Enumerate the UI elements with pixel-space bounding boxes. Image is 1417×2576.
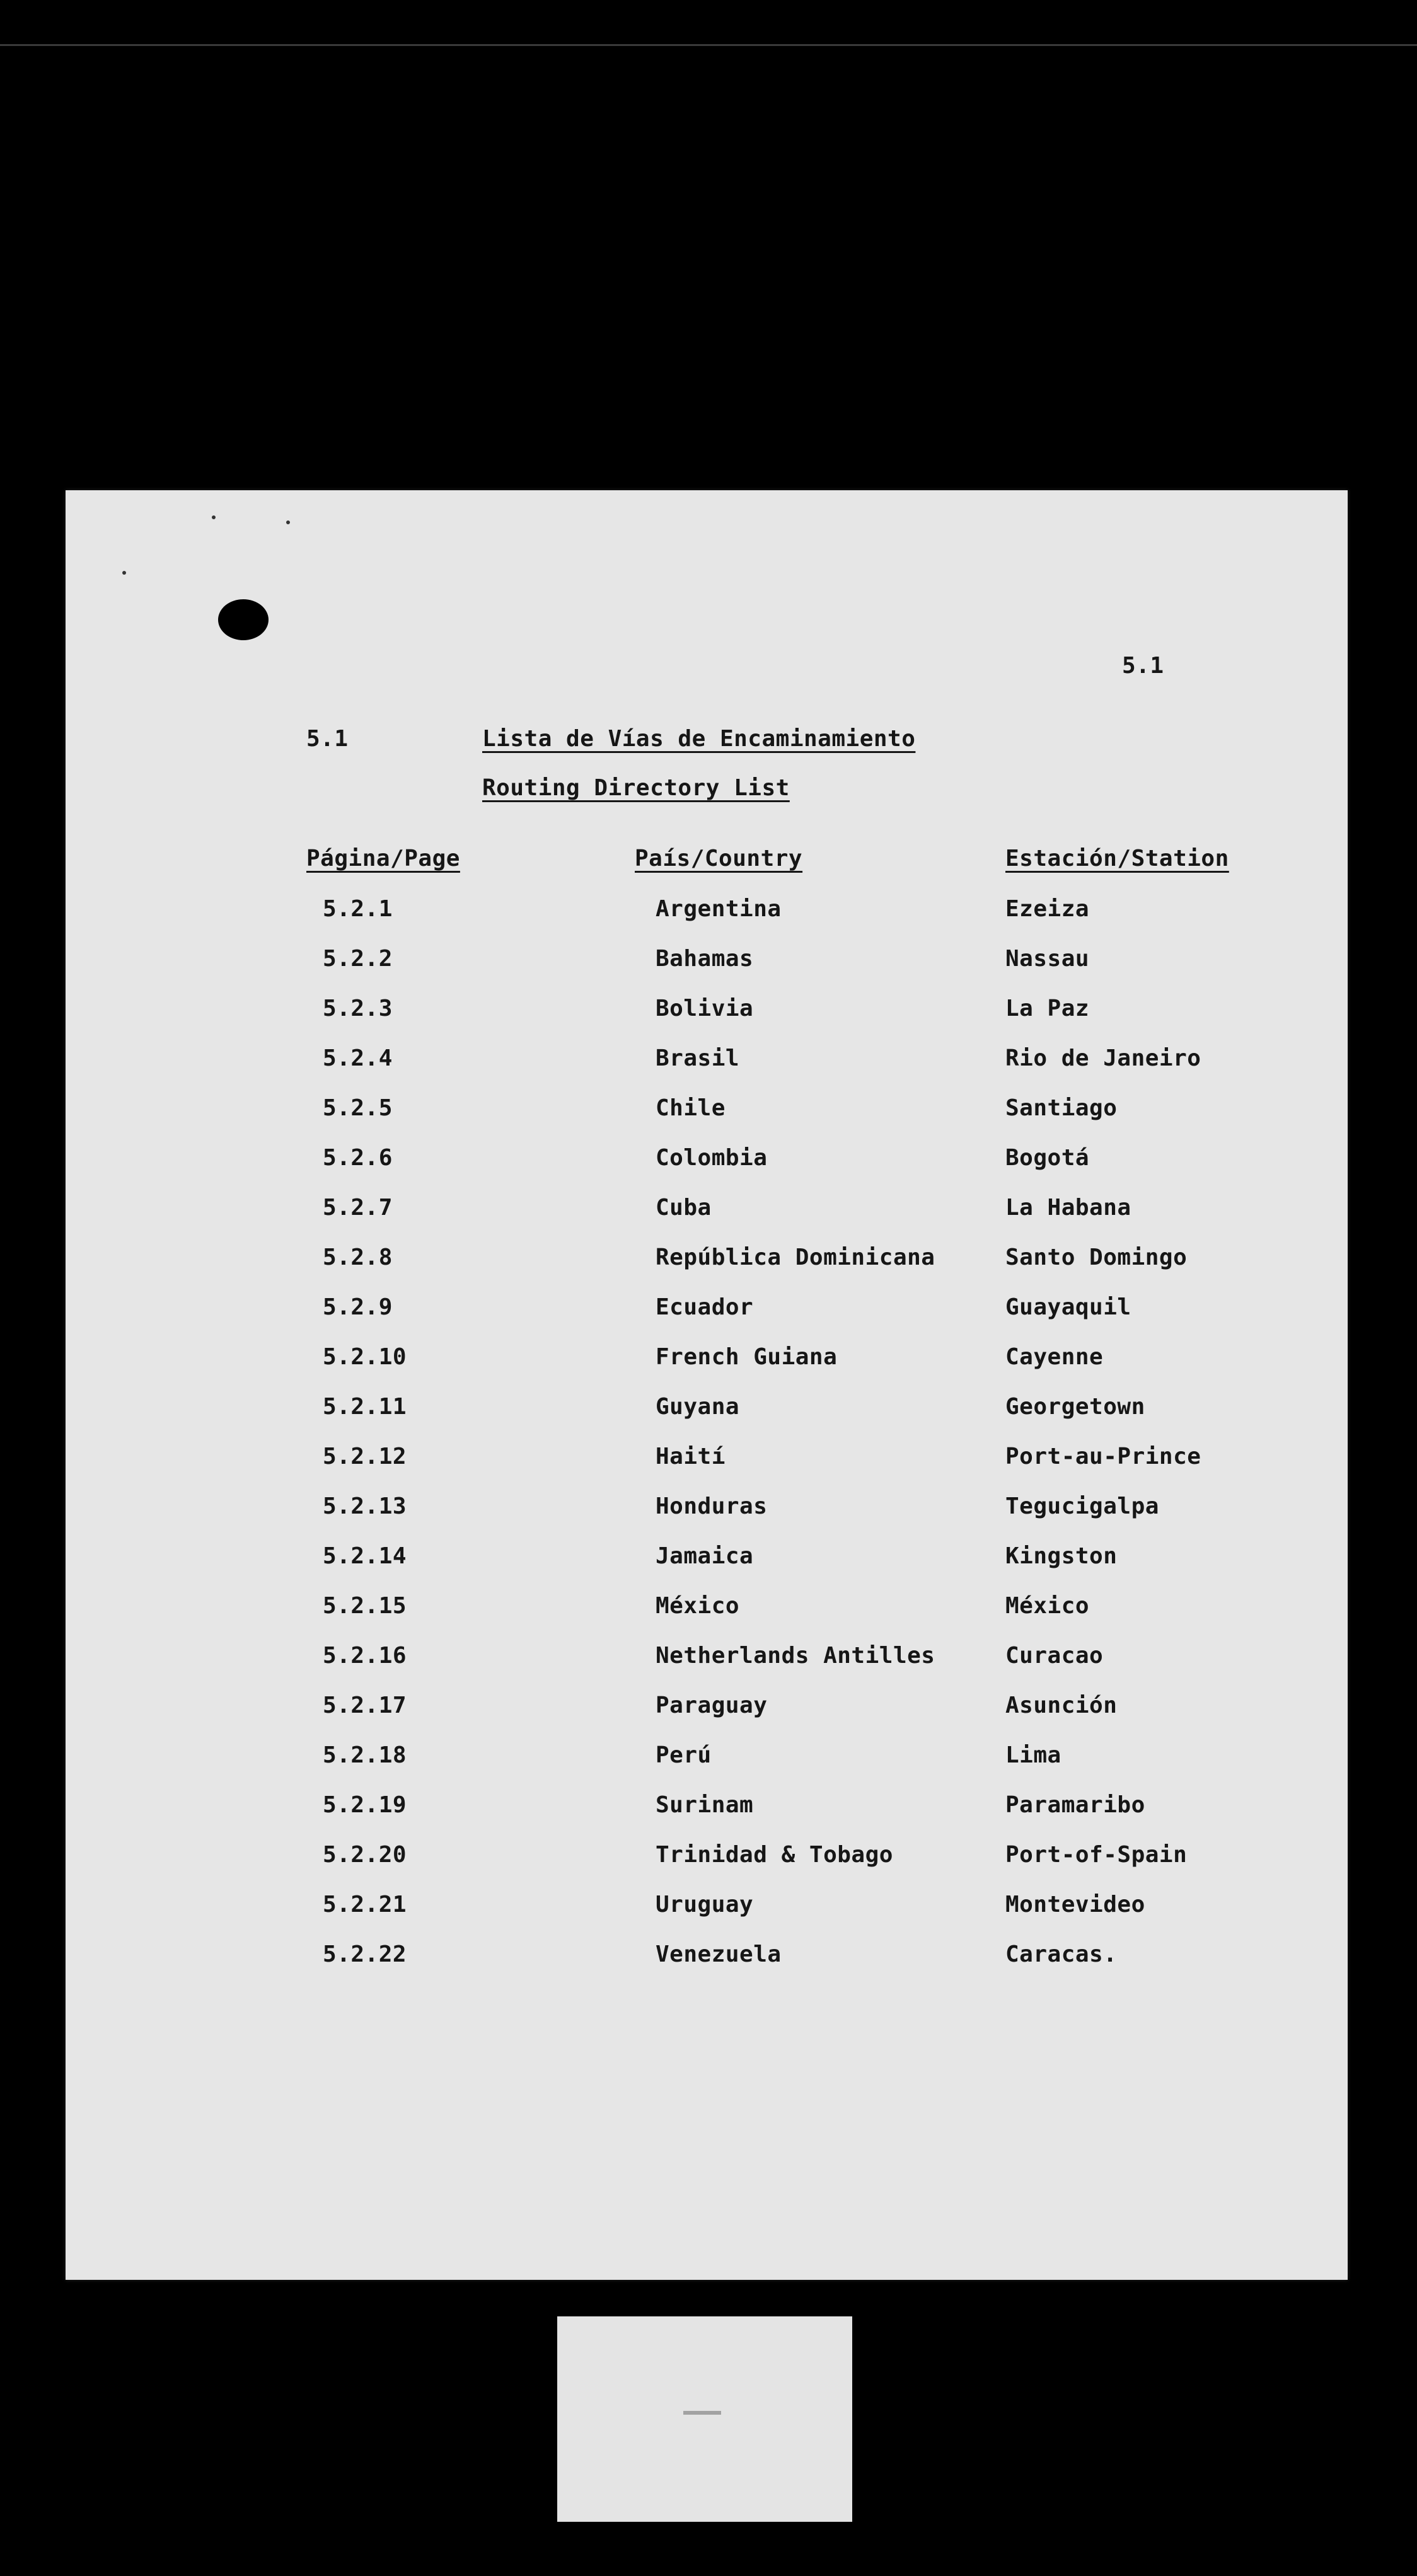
table-row — [66, 1294, 1348, 1332]
row-station: Bogotá — [1005, 1145, 1090, 1171]
row-country: Uruguay — [656, 1892, 754, 1918]
row-page: 5.2.5 — [323, 1095, 393, 1121]
document-page — [66, 490, 1348, 2280]
table-row — [66, 1543, 1348, 1581]
row-country: Haití — [656, 1444, 726, 1469]
row-country: México — [656, 1593, 740, 1619]
row-station: México — [1005, 1593, 1090, 1619]
row-country: República Dominicana — [656, 1245, 935, 1270]
table-row — [66, 1892, 1348, 1929]
table-row — [66, 1444, 1348, 1481]
table-row — [66, 1045, 1348, 1083]
row-page: 5.2.8 — [323, 1245, 393, 1270]
row-page: 5.2.16 — [323, 1643, 407, 1669]
table-row — [66, 1394, 1348, 1432]
row-page: 5.2.15 — [323, 1593, 407, 1619]
row-station: Nassau — [1005, 946, 1090, 972]
row-station: Georgetown — [1005, 1394, 1145, 1420]
row-station: Montevideo — [1005, 1892, 1145, 1918]
table-row — [66, 946, 1348, 984]
row-station: Kingston — [1005, 1543, 1118, 1569]
table-row — [66, 1593, 1348, 1631]
row-country: Bolivia — [656, 996, 754, 1021]
row-country: Chile — [656, 1095, 726, 1121]
row-station: Paramaribo — [1005, 1792, 1145, 1818]
row-page: 5.2.22 — [323, 1941, 407, 1967]
row-country: Netherlands Antilles — [656, 1643, 935, 1669]
row-country: Cuba — [656, 1195, 712, 1221]
row-country: Brasil — [656, 1045, 740, 1071]
row-station: Caracas. — [1005, 1941, 1118, 1967]
row-station: Lima — [1005, 1742, 1061, 1768]
row-page: 5.2.13 — [323, 1493, 407, 1519]
row-country: Argentina — [656, 896, 782, 922]
table-row — [66, 996, 1348, 1033]
row-country: Paraguay — [656, 1693, 768, 1718]
speck — [212, 515, 216, 519]
table-row — [66, 1095, 1348, 1133]
row-page: 5.2.17 — [323, 1693, 407, 1718]
row-page: 5.2.10 — [323, 1344, 407, 1370]
table-row — [66, 1842, 1348, 1880]
row-country: Colombia — [656, 1145, 768, 1171]
row-station: Rio de Janeiro — [1005, 1045, 1201, 1071]
row-station: Asunción — [1005, 1693, 1118, 1718]
punch-hole — [218, 599, 269, 640]
table-row — [66, 1195, 1348, 1233]
header-page: Página/Page — [306, 846, 460, 871]
table-row — [66, 1344, 1348, 1382]
row-station: Port-au-Prince — [1005, 1444, 1201, 1469]
table-row — [66, 1643, 1348, 1681]
row-country: Venezuela — [656, 1941, 782, 1967]
row-page: 5.2.18 — [323, 1742, 407, 1768]
row-page: 5.2.11 — [323, 1394, 407, 1420]
row-station: Santiago — [1005, 1095, 1118, 1121]
row-page: 5.2.12 — [323, 1444, 407, 1469]
row-station: Cayenne — [1005, 1344, 1104, 1370]
row-page: 5.2.2 — [323, 946, 393, 972]
row-country: Ecuador — [656, 1294, 754, 1320]
table-row — [66, 896, 1348, 934]
row-station: Ezeiza — [1005, 896, 1090, 922]
row-page: 5.2.20 — [323, 1842, 407, 1868]
row-station: Santo Domingo — [1005, 1245, 1188, 1270]
title-spanish: Lista de Vías de Encaminamiento — [482, 726, 916, 752]
scan-edge-line — [0, 44, 1417, 46]
row-page: 5.2.7 — [323, 1195, 393, 1221]
header-station: Estación/Station — [1005, 846, 1229, 871]
row-station: Guayaquil — [1005, 1294, 1131, 1320]
page-number: 5.1 — [1122, 653, 1164, 679]
row-station: Tegucigalpa — [1005, 1493, 1159, 1519]
section-number: 5.1 — [306, 726, 349, 752]
row-page: 5.2.6 — [323, 1145, 393, 1171]
table-row — [66, 1792, 1348, 1830]
header-country: País/Country — [635, 846, 803, 871]
row-page: 5.2.14 — [323, 1543, 407, 1569]
row-country: Surinam — [656, 1792, 754, 1818]
title-english: Routing Directory List — [482, 775, 790, 801]
table-row — [66, 1493, 1348, 1531]
row-station: La Habana — [1005, 1195, 1131, 1221]
row-country: Guyana — [656, 1394, 740, 1420]
row-page: 5.2.19 — [323, 1792, 407, 1818]
row-page: 5.2.9 — [323, 1294, 393, 1320]
row-page: 5.2.4 — [323, 1045, 393, 1071]
row-country: Jamaica — [656, 1543, 754, 1569]
table-row — [66, 1245, 1348, 1282]
row-country: French Guiana — [656, 1344, 838, 1370]
row-page: 5.2.1 — [323, 896, 393, 922]
row-page: 5.2.3 — [323, 996, 393, 1021]
row-page: 5.2.21 — [323, 1892, 407, 1918]
table-row — [66, 1941, 1348, 1979]
speck — [286, 520, 290, 524]
row-station: Curacao — [1005, 1643, 1104, 1669]
row-country: Bahamas — [656, 946, 754, 972]
row-station: Port-of-Spain — [1005, 1842, 1188, 1868]
table-row — [66, 1145, 1348, 1183]
target-card — [557, 2316, 852, 2522]
row-station: La Paz — [1005, 996, 1090, 1021]
table-row — [66, 1742, 1348, 1780]
row-country: Perú — [656, 1742, 712, 1768]
speck — [122, 571, 126, 575]
table-row — [66, 1693, 1348, 1730]
row-country: Trinidad & Tobago — [656, 1842, 893, 1868]
row-country: Honduras — [656, 1493, 768, 1519]
card-mark — [683, 2411, 721, 2415]
